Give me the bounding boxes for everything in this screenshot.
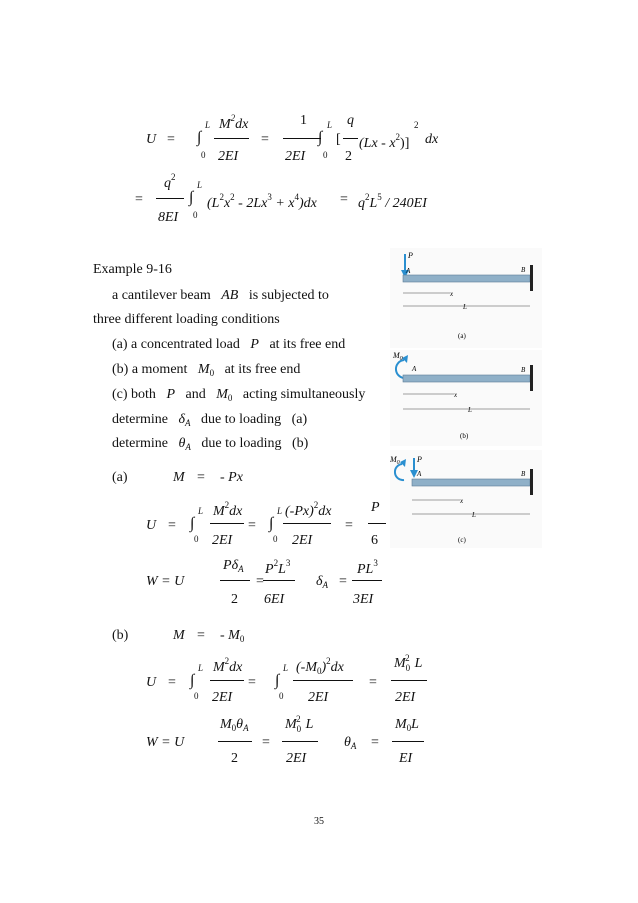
result: $q^2L^5 / 240EI$: [358, 192, 427, 211]
integral-lower: 0: [323, 150, 328, 160]
integrand: $(L^2x^2 - 2Lx^3 + x^4)dx$: [207, 192, 317, 211]
integral-sign: ∫: [275, 672, 280, 689]
eq-sign: =: [168, 518, 176, 533]
frac-num: $M_0^2$ L: [394, 653, 423, 673]
frac-num: $M_0\theta_A$: [220, 717, 249, 733]
frac-den: 3EI: [353, 592, 374, 607]
beam: [412, 479, 530, 486]
integral-sign: ∫: [197, 129, 202, 146]
eq-lhs: W = U: [146, 574, 185, 589]
fraction-bar: [283, 523, 331, 524]
m-var: M: [173, 470, 185, 485]
dim-x-label: x: [450, 290, 454, 298]
arrowhead-icon: [400, 459, 406, 467]
frac-den: 2EI: [292, 533, 313, 548]
frac-den: 8EI: [158, 210, 179, 225]
integral-upper: L: [327, 120, 333, 130]
frac-num: $M^2dx$: [219, 113, 249, 132]
moment-arrow-icon: [395, 464, 404, 480]
frac-den: 2EI: [212, 533, 233, 548]
theta-a: $\theta_A$: [344, 735, 357, 751]
fraction-bar: [368, 523, 386, 524]
fraction-bar: [293, 680, 353, 681]
fraction-bar: [391, 680, 427, 681]
integral-lower: 0: [201, 150, 206, 160]
example-line: (c) both P and $M_0$ acting simultaneously: [112, 387, 366, 403]
eq-sign: =: [197, 470, 205, 485]
frac-den: 2EI: [218, 149, 239, 164]
integral-sign: ∫: [190, 672, 195, 689]
example-line: (b) a moment $M_0$ at its free end: [112, 362, 301, 378]
integral-upper: L: [277, 506, 283, 516]
eq-sign: =: [262, 735, 270, 750]
fraction-bar: [214, 138, 249, 139]
eq-lhs: U: [146, 675, 157, 690]
eq-sign: =: [339, 574, 347, 589]
fraction-bar: [283, 138, 321, 139]
frac-den: 2: [231, 751, 238, 766]
eq-lhs: U: [146, 518, 157, 533]
fraction-bar: [220, 580, 250, 581]
frac-num: $P^2L^3$: [265, 558, 291, 577]
m-var: M: [173, 628, 185, 643]
arrowhead-icon: [402, 355, 408, 363]
eq-sign: =: [369, 675, 377, 690]
integral-lower: 0: [279, 691, 284, 701]
integral-sign: ∫: [269, 515, 274, 532]
fraction-bar: [210, 523, 244, 524]
frac-num: P: [371, 500, 380, 515]
part-label: (a): [112, 470, 128, 485]
frac-den: 2EI: [308, 690, 329, 705]
eq-sign: =: [248, 675, 256, 690]
eq-lhs: W = U: [146, 735, 185, 750]
integral-sign: ∫: [189, 189, 194, 206]
frac-num: 1: [300, 113, 307, 128]
example-line: a cantilever beam AB is subjected to: [112, 288, 329, 303]
eq-sign: =: [261, 132, 269, 147]
fraction-bar: [263, 580, 295, 581]
frac-den: 6EI: [264, 592, 285, 607]
eq-sign: =: [167, 132, 175, 147]
example-line: three different loading conditions: [93, 312, 280, 327]
m-value: - Px: [220, 470, 243, 485]
frac-den: EI: [399, 751, 413, 766]
figure-caption: (a): [458, 332, 466, 340]
frac-num: $M_0^2$ L: [285, 714, 314, 734]
frac-num: $q^2$: [164, 172, 176, 191]
fraction-bar: [392, 741, 424, 742]
eq-sign: =: [168, 675, 176, 690]
m-value: - $M_0$: [220, 628, 245, 644]
integral-lower: 0: [273, 534, 278, 544]
eq-sign: =: [371, 735, 379, 750]
beam: [403, 375, 530, 382]
frac-den: 2EI: [212, 690, 233, 705]
example-line: determine $\delta_A$ due to loading (a): [112, 412, 308, 428]
integral-upper: L: [283, 663, 289, 673]
frac-num: $M^2dx$: [213, 500, 243, 519]
frac-den: 2EI: [285, 149, 306, 164]
fraction-bar: [282, 741, 318, 742]
frac-num: $(-Px)^2dx$: [285, 500, 332, 519]
integral-sign: ∫: [190, 515, 195, 532]
dim-x-label: x: [454, 391, 458, 399]
fraction-bar: [156, 198, 184, 199]
eq-sign: =: [340, 192, 348, 207]
fraction-bar: [343, 138, 358, 139]
frac-num: $M_0L$: [395, 717, 419, 733]
frac-num: $M^2dx$: [213, 656, 243, 675]
end-label-b: B: [521, 366, 526, 374]
wall-support: [530, 265, 533, 291]
integral-upper: L: [198, 663, 204, 673]
frac-num: $(-M_0)^2dx$: [296, 656, 344, 676]
bracket-open: [: [336, 132, 341, 147]
frac-num: $P\delta_A$: [223, 558, 244, 574]
load-label: $M_0$: [390, 455, 400, 466]
frac-den: 2EI: [286, 751, 307, 766]
example-title: Example 9-16: [93, 262, 172, 277]
part-label: (b): [112, 628, 129, 643]
integrand: $(Lx - x^2)$]: [359, 132, 410, 151]
integral-upper: L: [205, 120, 211, 130]
end-label-a: A: [417, 470, 422, 478]
load-label-p: P: [417, 455, 422, 464]
eq-sign: =: [248, 518, 256, 533]
figure-caption: (c): [458, 536, 466, 544]
frac-den: 2EI: [395, 690, 416, 705]
delta-a: $\delta_A$: [316, 574, 329, 590]
eq-lhs: U: [146, 132, 157, 147]
frac-den: 2: [231, 592, 238, 607]
eq-sign: =: [197, 628, 205, 643]
integral-lower: 0: [193, 210, 198, 220]
fraction-bar: [218, 741, 252, 742]
wall-support: [530, 469, 533, 495]
integral-upper: L: [198, 506, 204, 516]
end-label-a: A: [406, 267, 411, 275]
integral-sign: ∫: [318, 129, 323, 146]
frac-num: $PL^3$: [357, 558, 378, 577]
example-line: (a) a concentrated load P at its free end: [112, 337, 346, 352]
integral-upper: L: [197, 180, 203, 190]
dx: dx: [425, 132, 439, 147]
wall-support: [530, 365, 533, 391]
frac-num: q: [347, 113, 354, 128]
beam-figure-a: [390, 248, 542, 348]
frac-den: 6: [371, 533, 378, 548]
integral-lower: 0: [194, 534, 199, 544]
fraction-bar: [210, 680, 244, 681]
eq-sign: =: [135, 192, 143, 207]
end-label-b: B: [521, 266, 526, 274]
beam-figure-c: [390, 450, 542, 548]
figure-caption: (b): [460, 432, 469, 440]
frac-den: 2: [345, 149, 352, 164]
beam-figure-b: [390, 350, 542, 446]
example-line: determine $\theta_A$ due to loading (b): [112, 436, 309, 452]
dim-l-label: L: [468, 406, 472, 414]
beam: [403, 275, 530, 282]
page-number: 35: [314, 816, 324, 827]
integral-lower: 0: [194, 691, 199, 701]
eq-sign: =: [345, 518, 353, 533]
dim-x-label: x: [460, 497, 464, 505]
load-label: $M_0$: [393, 351, 403, 362]
eq-sign: =: [256, 574, 264, 589]
end-label-a: A: [412, 365, 417, 373]
dim-l-label: L: [472, 511, 476, 519]
dim-l-label: L: [463, 303, 467, 311]
load-label: P: [408, 251, 413, 260]
outer-sup: 2: [414, 120, 419, 130]
end-label-b: B: [521, 470, 526, 478]
fraction-bar: [352, 580, 382, 581]
